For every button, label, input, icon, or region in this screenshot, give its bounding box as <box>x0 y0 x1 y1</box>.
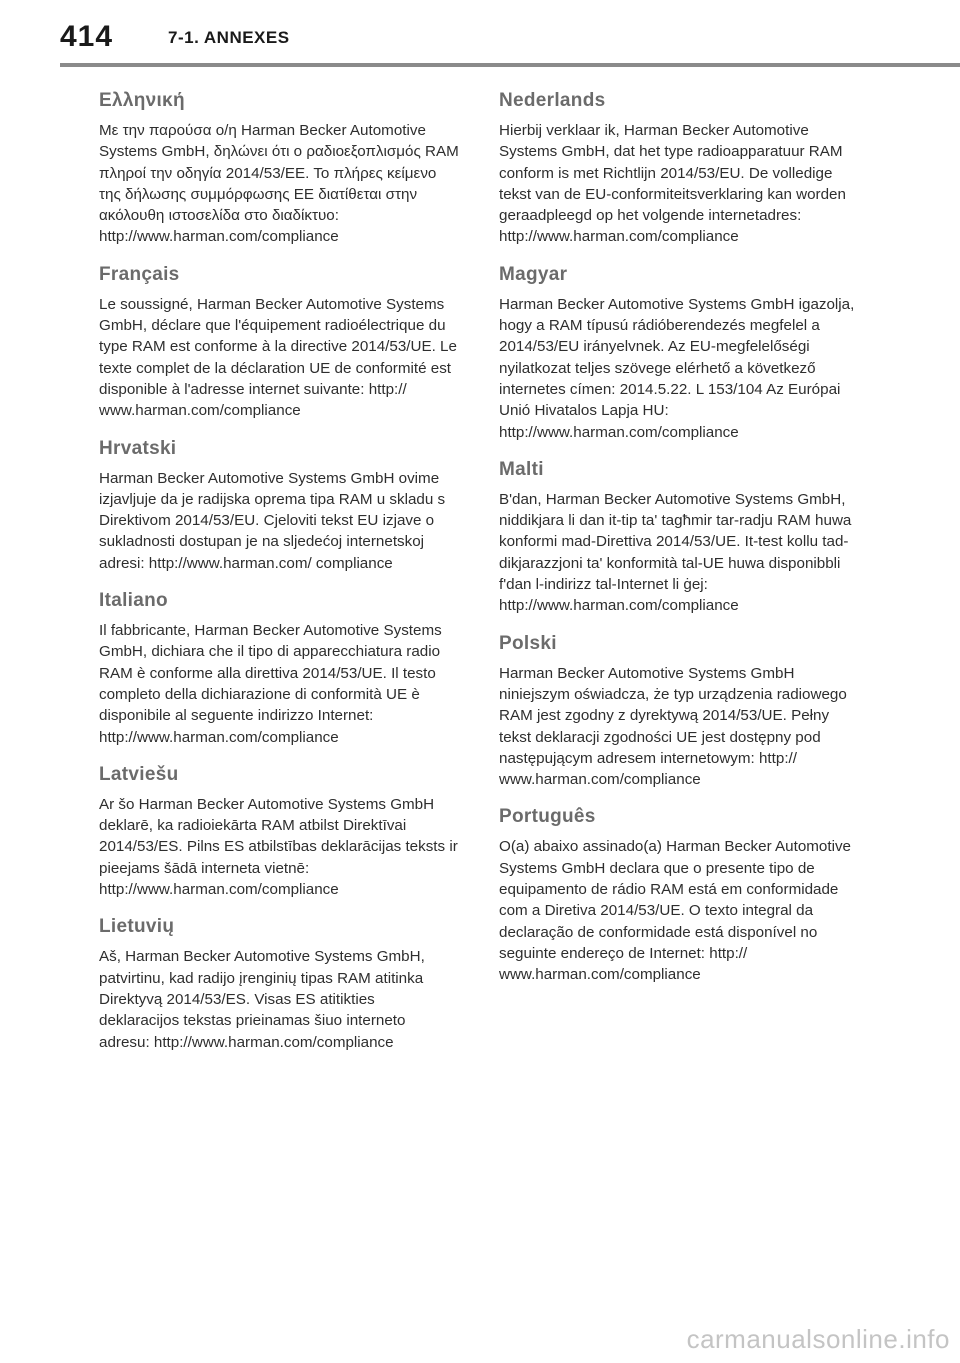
section-polish <box>499 631 859 791</box>
section-text: Aš, Harman Becker Automotive Systems GmbH, patvirtinu, kad radijo įrenginių tipas RAM atitinka Direktyvą 2014/53/ES. Visas ES atitikties deklaracijos tekstas prieinamas šiuo interneto adresu: http://www.harman.com/compliance <box>99 948 425 1051</box>
section-text: Harman Becker Automotive Systems GmbH ovime izjavljuje da je radijska oprema tipa RAM u skladu s Direktivom 2014/53/EU. Cjeloviti tekst EU izjave o sukladnosti dostupan je na sljedećoj internetskoj adresi: http://www.harman.com/ compliance <box>99 469 446 572</box>
page-header <box>0 0 960 72</box>
section-french <box>99 262 459 422</box>
section-maltese <box>499 457 859 617</box>
section-greek <box>99 88 459 248</box>
right-column <box>499 88 859 1000</box>
section-title: Nederlands <box>499 90 606 111</box>
section-text: Με την παρούσα ο/η Harman Becker Automotive Systems GmbH, δηλώνει ότι ο ραδιοεξοπλισμός RAM πληροί την οδηγία 2014/53/ΕΕ. Το πλήρες κείμενο της δήλωσης συμμόρφωσης ΕΕ διατίθεται στην ακόλουθη ιστοσελίδα στο διαδίκτυο: http://www.harman.com/compliance <box>99 122 459 246</box>
section-text: B'dan, Harman Becker Automotive Systems GmbH, niddikjara li dan it-tip ta' tagħmir tar-radju RAM huwa konformi mad-Direttiva 2014/53/UE. It-test kollu tad-dikjarazzjoni ta' konformità tal-UE huwa disponibbli f'dan l-indirizz tal-Internet li ġej: http://www.harman.com/compliance <box>499 490 852 615</box>
section-lithuanian <box>99 914 459 1052</box>
header-rule <box>60 63 960 67</box>
left-column <box>99 88 459 1067</box>
section-title: Français <box>99 263 180 285</box>
section-croatian <box>99 436 459 574</box>
section-text: Hierbij verklaar ik, Harman Becker Automotive Systems GmbH, dat het type radioapparatuur RAM conform is met Richtlijn 2014/53/EU. De volledige tekst van de EU-conformiteitsverklaring kan worden geraadpleegd op het volgende internetadres: http://www.harman.com/compliance <box>499 122 846 246</box>
section-italian <box>99 588 459 748</box>
section-text: Ar šo Harman Becker Automotive Systems GmbH deklarē, ka radioiekārta RAM atbilst Direktīvai 2014/53/ES. Pilns ES atbilstības deklarācijas teksts ir pieejams šādā interneta vietnē: http://www.harman.com/compliance <box>99 795 458 899</box>
section-portuguese <box>499 804 859 985</box>
chapter-title: 7-1. ANNEXES <box>168 28 290 47</box>
section-title: Hrvatski <box>99 437 177 459</box>
section-text: Le soussigné, Harman Becker Automotive Systems GmbH, déclare que l'équipement radioélectrique du type RAM est conforme à la directive 2014/53/UE. Le texte complet de la déclaration UE de conformité est disponible à l'adresse internet suivante: http:// www.harman.com/compliance <box>99 295 457 420</box>
section-text: O(a) abaixo assinado(a) Harman Becker Automotive Systems GmbH declara que o presente tipo de equipamento de rádio RAM está em conformidade com a Diretiva 2014/53/UE. O texto integral da declaração de conformidade está disponível no seguinte endereço de Internet: http:// www.harman.com/compliance <box>499 838 852 984</box>
section-hungarian <box>499 262 859 443</box>
page-number: 414 <box>60 20 114 53</box>
section-title: Italiano <box>99 590 168 612</box>
section-title: Magyar <box>499 263 568 285</box>
section-dutch <box>499 88 859 248</box>
watermark: carmanualsonline.info <box>686 1324 950 1354</box>
section-title: Malti <box>499 458 544 480</box>
section-text: Harman Becker Automotive Systems GmbH igazolja, hogy a RAM típusú rádióberendezés megfelel a 2014/53/EU irányelvnek. Az EU-megfelelőségi nyilatkozat teljes szövege elérhető a következő internetes címen: 2014.5.22. L 153/104 Az Európai Unió Hivatalos Lapja HU: http://www.harman.com/compliance <box>499 295 855 441</box>
section-title: Português <box>499 806 596 828</box>
section-title: Ελληνική <box>99 90 185 111</box>
section-title: Latviešu <box>99 763 179 785</box>
section-text: Il fabbricante, Harman Becker Automotive Systems GmbH, dichiara che il tipo di apparecchiatura radio RAM è conforme alla direttiva 2014/53/UE. Il testo completo della dichiarazione di conformità UE è disponibile al seguente indirizzo Internet: http://www.harman.com/compliance <box>99 622 442 746</box>
section-text: Harman Becker Automotive Systems GmbH niniejszym oświadcza, że typ urządzenia radiowego RAM jest zgodny z dyrektywą 2014/53/UE. Pełny tekst deklaracji zgodności UE jest dostępny pod następującym adresem internetowym: http:// www.harman.com/compliance <box>499 664 847 789</box>
section-latvian <box>99 762 459 900</box>
section-title: Lietuvių <box>99 916 175 938</box>
section-title: Polski <box>499 632 557 654</box>
